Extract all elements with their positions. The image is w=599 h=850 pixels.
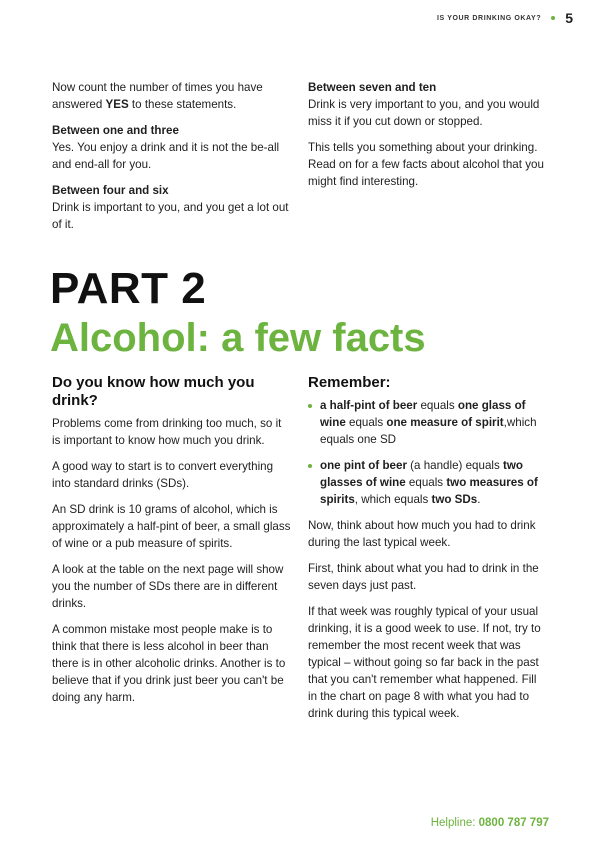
body-paragraph: A look at the table on the next page will show you the number of SDs there are in different drinks.: [52, 563, 284, 610]
score-description: Yes. You enjoy a drink and it is not the be-all and end-all for you.: [52, 141, 280, 171]
list-item: [308, 457, 548, 508]
facts-right-column: [308, 374, 548, 731]
header-title: IS YOUR DRINKING OKAY?: [436, 14, 542, 22]
emphasis: one pint of beer: [320, 459, 407, 472]
running-header: [437, 10, 573, 26]
intro-yes-emphasis: YES: [105, 98, 129, 111]
helpline-number[interactable]: 0800 787 797: [478, 817, 549, 829]
score-description: Drink is very important to you, and you would miss it if you cut down or stopped.: [308, 98, 540, 128]
bullet-icon: [308, 404, 312, 408]
list-item: [308, 397, 548, 448]
intro-paragraph: [52, 79, 292, 113]
body-paragraph: Problems come from drinking too much, so it is important to know how much you drink.: [52, 417, 282, 447]
helpline-footer: [431, 817, 549, 829]
body-paragraph: A good way to start is to convert everything into standard drinks (SDs).: [52, 460, 274, 490]
text: equals: [405, 476, 447, 489]
text: equals: [345, 416, 387, 429]
intro-text-part: Now count the number of times you have answered: [52, 81, 263, 111]
text: ,which equals one SD: [320, 416, 537, 446]
score-heading: Between seven and ten: [308, 81, 437, 94]
body-paragraph: An SD drink is 10 grams of alcohol, which is approximately a half-pint of beer, a small glass of wine or a pub measure of spirits.: [52, 503, 291, 550]
body-paragraph: A common mistake most people make is to think that there is less alcohol in beer than there is in other alcoholic drinks. Another is to believe that if you drink just beer you can't be doing any harm.: [52, 623, 286, 704]
page-number: 5: [565, 10, 573, 26]
score-heading: Between four and six: [52, 184, 169, 197]
intro-right-column: [308, 79, 548, 199]
text: equals: [417, 399, 458, 412]
emphasis: a half-pint of beer: [320, 399, 418, 412]
score-heading: Between one and three: [52, 124, 179, 137]
section-heading: Do you know how much you drink?: [52, 374, 255, 409]
helpline-label: Helpline:: [430, 817, 479, 829]
intro-closing-paragraph: This tells you something about your drinking. Read on for a few facts about alcohol that you might find interesting.: [308, 141, 544, 188]
text: (a handle) equals: [406, 459, 503, 472]
part-subtitle: Alcohol: a few facts: [50, 316, 426, 360]
text: .: [477, 493, 481, 506]
emphasis: one glass of wine: [320, 399, 526, 429]
body-paragraph: First, think about what you had to drink in the seven days just past.: [308, 562, 539, 592]
body-paragraph: If that week was roughly typical of your usual drinking, it is a good week to use. If not, try to remember the most recent week that was typical – without going so far back in the past that you can't remember what happened. Fill in the chart on page 8 with what you had to drink during this typical week.: [308, 605, 541, 720]
text: , which equals: [354, 493, 432, 506]
facts-left-column: [52, 374, 292, 715]
section-heading: Remember:: [308, 374, 391, 391]
emphasis: two glasses of wine: [320, 459, 523, 489]
emphasis: two SDs: [431, 493, 478, 506]
body-paragraph: Now, think about how much you had to drink during the last typical week.: [308, 519, 536, 549]
equivalence-list: [308, 397, 548, 508]
intro-text-part: to these statements.: [128, 98, 237, 111]
emphasis: two measures of spirits: [320, 476, 538, 506]
bullet-icon: [308, 464, 312, 468]
header-bullet-icon: [551, 16, 555, 20]
intro-left-column: [52, 79, 292, 242]
part-title: PART 2: [50, 264, 207, 313]
score-description: Drink is important to you, and you get a lot out of it.: [52, 201, 289, 231]
emphasis: one measure of spirit: [386, 416, 504, 429]
